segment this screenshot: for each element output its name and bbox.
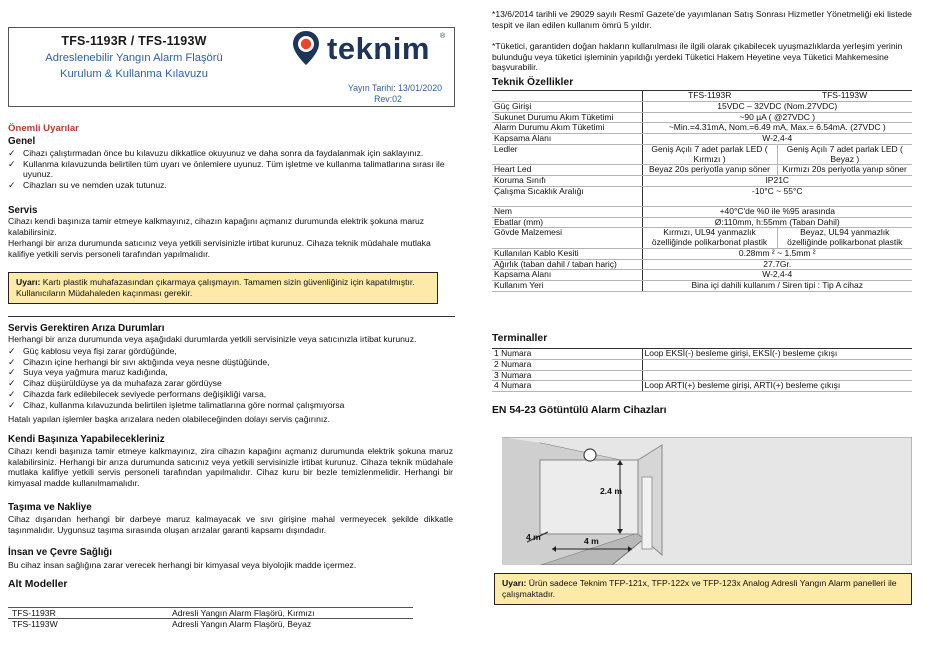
spec-label: Koruma Sınıfı bbox=[492, 176, 642, 187]
table-row bbox=[492, 186, 912, 206]
health-environment-paragraph: Bu cihaz insan sağlığına zarar verecek herhangi bir kimyasal veya biyolojik madde içermez. bbox=[8, 560, 357, 570]
fault-list bbox=[8, 346, 453, 410]
spec-label: Alarm Durumu Akım Tüketimi bbox=[492, 123, 642, 134]
table-row bbox=[492, 270, 912, 281]
self-maintenance-heading: Kendi Başınıza Yapabilecekleriniz bbox=[8, 434, 165, 445]
teknim-logo bbox=[291, 30, 456, 68]
table-row bbox=[492, 134, 912, 145]
technical-specs-table bbox=[492, 90, 912, 292]
table-row bbox=[492, 228, 912, 249]
table-row bbox=[492, 248, 912, 259]
table-row bbox=[492, 281, 912, 292]
spec-value: 15VDC – 32VDC (Nom.27VDC) bbox=[642, 101, 912, 112]
warning-label: Uyarı: bbox=[502, 578, 527, 588]
self-maintenance-paragraph: Cihazı kendi başınıza tamir etmeye kalkmayınız, zira cihazın kapağını açmanız durumunda elektrik şokuna maruz kalabilirsiniz. Herhangi bir arıza durumunda satıcınız veya yetkili servisinizle irtibat kurunuz. Cihaza teknik müdahale mutlaka kalifiye yetkili servis personeli tarafından yapılmalıdır. Cihaz kuru bir bezle temizlenmelidir. Herhangi bir kimyasal madde kullanılmamalıdır. bbox=[8, 446, 453, 489]
column-header: TFS-1193R bbox=[642, 91, 777, 102]
table-row bbox=[492, 359, 912, 370]
important-warnings-heading: Önemli Uyarılar bbox=[8, 123, 79, 134]
table-row bbox=[492, 206, 912, 217]
logo-wordmark: teknim bbox=[327, 31, 430, 66]
consumer-rights-note: *Tüketici, garantiden doğan hakların kullanılması ile ilgili olarak çıkabilecek uyuşmazlıklarda yerleşim yerinin bulunduğu veya tüketici işleminin yapıldığı yerdeki Tüketici Hakem Heyetine veya Tüketici Mahkemesine başvurabilir. bbox=[492, 41, 903, 73]
table-row bbox=[492, 259, 912, 270]
spec-label: Ebatlar (mm) bbox=[492, 217, 642, 228]
spec-value: ~90 µA ( @27VDC ) bbox=[642, 112, 912, 123]
service-paragraph-2: Herhangi bir arıza durumunda satıcınız veya yetkili servisinizle irtibat kurunuz. Cihaza teknik müdahale mutlaka kalifiye yetkili servis personeli tarafından yapılmalıdır. bbox=[8, 238, 431, 259]
spec-value: 27.7Gr. bbox=[642, 259, 912, 270]
publication-date: Yayın Tarihi: 13/01/2020 bbox=[347, 83, 442, 93]
service-heading: Servis bbox=[8, 205, 38, 216]
spec-value-white: Geniş Açılı 7 adet parlak LED ( Beyaz ) bbox=[777, 144, 912, 165]
spec-value: Bina içi dahili kullanım / Siren tipi : Tip A cihaz bbox=[642, 281, 912, 292]
table-header-row bbox=[492, 91, 912, 102]
technical-specs-heading: Teknik Özellikler bbox=[492, 77, 574, 88]
spec-label: Gövde Malzemesi bbox=[492, 228, 642, 249]
document-subtitle-1: Adreslenebilir Yangın Alarm Flaşörü bbox=[45, 52, 223, 65]
column-header: TFS-1193W bbox=[777, 91, 912, 102]
spec-value-white: Beyaz, UL94 yanmazlık özelliğinde polikarbonat plastik bbox=[777, 228, 912, 249]
spec-label: Ledler bbox=[492, 144, 642, 165]
table-row bbox=[8, 619, 413, 630]
transport-paragraph: Cihaz dışarıdan herhangi bir darbeye maruz kalmayacak ve sıvı girişine mahal vermeyecek şekilde dikkatle taşınmalıdır. Uygunsuz taşıma sırasında oluşan arızalar garanti kapsamı dışındadır. bbox=[8, 514, 453, 535]
transport-heading: Taşıma ve Nakliye bbox=[8, 502, 92, 513]
general-heading: Genel bbox=[8, 136, 36, 147]
title-box bbox=[8, 27, 455, 107]
list-item: ✓ Suya veya yağmura maruz kadığında, bbox=[8, 367, 453, 378]
document-title: TFS-1193R / TFS-1193W bbox=[61, 34, 207, 48]
warning-box-panels bbox=[494, 573, 912, 605]
spec-value-red: Kırmızı, UL94 yanmazlık özelliğinde polikarbonat plastik bbox=[642, 228, 777, 249]
terminals-heading: Terminaller bbox=[492, 333, 548, 344]
terminal-label: 4 Numara bbox=[492, 381, 642, 392]
sub-models-heading: Alt Modeller bbox=[8, 579, 68, 590]
table-row bbox=[492, 101, 912, 112]
table-row bbox=[492, 217, 912, 228]
lifetime-note: *13/6/2014 tarihli ve 29029 sayılı Resmî Gazete'de yayımlanan Satış Sonrası Hizmetler Yönetmeliği eki listede tespit ve ilan edilen kullanım ömrü 5 yıldır. bbox=[492, 9, 912, 30]
room-coverage-diagram bbox=[502, 437, 912, 565]
spec-label: Ağırlık (taban dahil / taban hariç) bbox=[492, 259, 642, 270]
room-illustration bbox=[502, 437, 912, 565]
logo-registered-mark: ® bbox=[440, 33, 446, 40]
spec-label: Kapsama Alanı bbox=[492, 134, 642, 145]
location-pin-icon bbox=[291, 30, 321, 66]
spec-value-red: Geniş Açılı 7 adet parlak LED ( Kırmızı ) bbox=[642, 144, 777, 165]
spec-value: W-2,4-4 bbox=[642, 134, 912, 145]
service-paragraph-1: Cihazı kendi başınıza tamir etmeye kalkmayınız, cihazın kapağını açmanız durumunda elektrik şokuna maruz kalabilirsiniz. bbox=[8, 216, 425, 237]
terminal-value: Loop EKSİ(-) besleme girişi, EKSİ(-) besleme çıkışı bbox=[642, 349, 912, 360]
spec-label: Kullanım Yeri bbox=[492, 281, 642, 292]
table-row bbox=[492, 381, 912, 392]
list-item: ✓ Cihazın içine herhangi bir sıvı aktığında veya nesne düştüğünde, bbox=[8, 357, 453, 368]
warning-box-plastic-case bbox=[8, 272, 438, 304]
spec-label: Güç Girişi bbox=[492, 101, 642, 112]
model-code: TFS-1193W bbox=[8, 619, 168, 630]
sub-models-table bbox=[8, 607, 413, 630]
title-block bbox=[9, 34, 259, 81]
divider bbox=[8, 316, 455, 317]
terminal-label: 1 Numara bbox=[492, 349, 642, 360]
spec-label: Kullanılan Kablo Kesiti bbox=[492, 248, 642, 259]
en54-heading: EN 54-23 Götüntülü Alarm Cihazları bbox=[492, 405, 667, 416]
warning-text: Ürün sadece Teknim TFP-121x, TFP-122x ve TFP-123x Analog Adresli Yangın Alarm panelleri ile çalışmaktadır. bbox=[502, 578, 897, 600]
spec-value: W-2,4-4 bbox=[642, 270, 912, 281]
list-item: ✓ Cihazları su ve nemden uzak tutunuz. bbox=[8, 180, 453, 191]
fault-conditions-heading: Servis Gerektiren Arıza Durumları bbox=[8, 323, 165, 334]
document-subtitle-2: Kurulum & Kullanma Kılavuzu bbox=[60, 68, 208, 81]
model-description: Adresli Yangın Alarm Flaşörü, Beyaz bbox=[168, 619, 413, 630]
health-environment-heading: İnsan ve Çevre Sağlığı bbox=[8, 547, 113, 558]
terminals-table bbox=[492, 348, 912, 392]
spec-value: Ø:110mm, h:55mm (Taban Dahil) bbox=[642, 217, 912, 228]
table-row bbox=[492, 112, 912, 123]
spec-label: Sukunet Durumu Akım Tüketimi bbox=[492, 112, 642, 123]
general-list bbox=[8, 148, 453, 191]
spec-label: Kapsama Alanı bbox=[492, 270, 642, 281]
room-width-label: 4 m bbox=[584, 536, 599, 546]
list-item: ✓ Cihaz düşürüldüyse ya da muhafaza zarar gördüyse bbox=[8, 378, 453, 389]
warning-label: Uyarı: bbox=[16, 277, 41, 287]
spec-value: +40°C'de %0 ile %95 arasında bbox=[642, 206, 912, 217]
terminal-value bbox=[642, 359, 912, 370]
list-item: ✓ Cihazı çalıştırmadan önce bu kılavuzu dikkatlice okuyunuz ve daha sonra da faydalanmak için saklayınız. bbox=[8, 148, 453, 159]
fault-outro: Hatalı yapılan işlemler başka arızalara neden olabileceğinden dolayı servis çağırınız. bbox=[8, 414, 330, 424]
revision: Rev:02 bbox=[374, 94, 402, 104]
spec-label: Çalışma Sıcaklık Aralığı bbox=[492, 186, 642, 206]
list-item: ✓ Cihaz, kullanma kılavuzunda belirtilen işletme talimatlarına göre normal çalışmıyorsa bbox=[8, 400, 453, 411]
room-depth-label: 4 m bbox=[526, 532, 541, 542]
table-row bbox=[492, 123, 912, 134]
warning-text: Kartı plastik muhafazasından çıkarmaya çalışmayın. Tamamen sizin güvenliğiniz için kapatılmıştır. Kullanıcıların Müdahaleden kaçınması gerekir. bbox=[16, 277, 415, 299]
table-row bbox=[492, 144, 912, 165]
spec-label: Nem bbox=[492, 206, 642, 217]
terminal-label: 3 Numara bbox=[492, 370, 642, 381]
table-row bbox=[492, 176, 912, 187]
list-item: ✓ Kullanma kılavuzunda belirtilen tüm uyarı ve önlemlere uyunuz. Tüm işletme ve kullanma talimatlarına sırası ile uyunuz. bbox=[8, 159, 453, 180]
spec-label: Heart Led bbox=[492, 165, 642, 176]
spec-value: ~Min.=4.31mA, Nom.=6.49 mA, Max.= 6.54mA. (27VDC ) bbox=[642, 123, 912, 134]
spec-value-red: Beyaz 20s periyotla yanıp söner bbox=[642, 165, 777, 176]
terminal-label: 2 Numara bbox=[492, 359, 642, 370]
terminal-value: Loop ARTI(+) besleme girişi, ARTI(+) besleme çıkışı bbox=[642, 381, 912, 392]
table-row bbox=[492, 165, 912, 176]
room-height-label: 2.4 m bbox=[600, 486, 622, 496]
spec-value: -10°C ~ 55°C bbox=[642, 186, 912, 206]
spec-value: 0.28mm ² ~ 1.5mm ² bbox=[642, 248, 912, 259]
table-row bbox=[492, 349, 912, 360]
model-code: TFS-1193R bbox=[8, 608, 168, 619]
fault-intro: Herhangi bir arıza durumunda veya aşağıdaki durumlarda yetkili servisinizle veya satıcınızla irtibat kurunuz. bbox=[8, 334, 417, 344]
list-item: ✓ Güç kablosu veya fişi zarar gördüğünde, bbox=[8, 346, 453, 357]
table-row bbox=[8, 608, 413, 619]
table-row bbox=[492, 370, 912, 381]
model-description: Adresli Yangın Alarm Flaşörü, Kırmızı bbox=[168, 608, 413, 619]
list-item: ✓ Cihazda fark edilebilecek seviyede performans değişikliği varsa, bbox=[8, 389, 453, 400]
spec-value: IP21C bbox=[642, 176, 912, 187]
terminal-value bbox=[642, 370, 912, 381]
spec-value-white: Kırmızı 20s periyotla yanıp söner bbox=[777, 165, 912, 176]
